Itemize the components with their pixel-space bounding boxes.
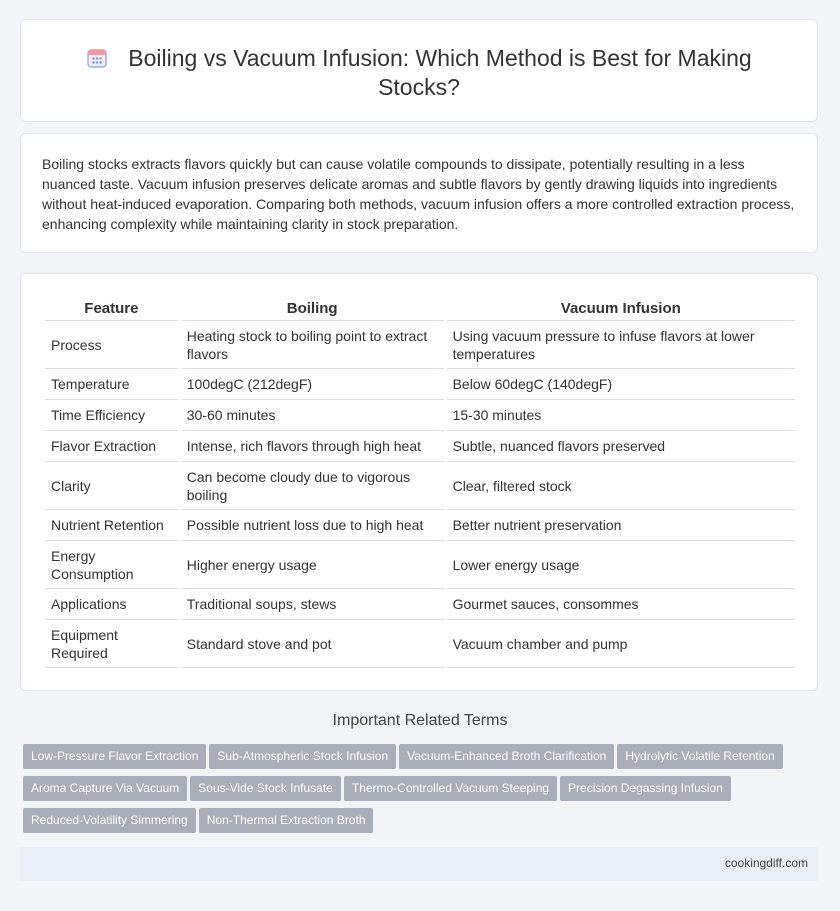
- page-title: Boiling vs Vacuum Infusion: Which Method is Best for Making Stocks?: [128, 45, 752, 100]
- related-term-tag[interactable]: Reduced-Volatility Simmering: [23, 808, 196, 833]
- feature-cell: Flavor Extraction: [45, 431, 178, 462]
- feature-cell: Applications: [45, 589, 178, 620]
- column-header-vacuum-infusion: Vacuum Infusion: [447, 296, 795, 321]
- boiling-cell: Higher energy usage: [181, 541, 444, 589]
- feature-cell: Time Efficiency: [45, 400, 178, 431]
- related-terms-list: [23, 744, 813, 840]
- boiling-cell: Possible nutrient loss due to high heat: [181, 510, 444, 541]
- feature-cell: Energy Consumption: [45, 541, 178, 589]
- boiling-cell: Can become cloudy due to vigorous boiling: [181, 462, 444, 510]
- related-terms-heading: Important Related Terms: [332, 712, 508, 729]
- table-row: [45, 589, 795, 620]
- related-term-tag[interactable]: Vacuum-Enhanced Broth Clarification: [399, 744, 614, 769]
- feature-cell: Temperature: [45, 369, 178, 400]
- footer-site-link[interactable]: cookingdiff.com: [724, 856, 808, 870]
- table-header-row: [45, 296, 795, 321]
- footer: [20, 847, 818, 881]
- page-title-wrap: [61, 44, 777, 102]
- related-term-tag[interactable]: Sub-Atmospheric Stock Infusion: [209, 744, 396, 769]
- column-header-boiling: Boiling: [181, 296, 444, 321]
- vacuum-cell: Using vacuum pressure to infuse flavors at lower temperatures: [447, 321, 795, 369]
- boiling-cell: Heating stock to boiling point to extract flavors: [181, 321, 444, 369]
- intro-paragraph: Boiling stocks extracts flavors quickly but can cause volatile compounds to dissipate, potentially resulting in a less nuanced taste. Vacuum infusion preserves delicate aromas and subtle flavors by gently drawing liquids into ingredients without heat-induced evaporation. Comparing both methods, vacuum infusion offers a more controlled extraction process, enhancing complexity while maintaining clarity in stock preparation.: [42, 156, 795, 232]
- feature-cell: Equipment Required: [45, 620, 178, 668]
- header-card: [20, 19, 818, 122]
- vacuum-cell: Subtle, nuanced flavors preserved: [447, 431, 795, 462]
- table-row: [45, 400, 795, 431]
- related-term-tag[interactable]: Thermo-Controlled Vacuum Steeping: [344, 776, 557, 801]
- table-row: [45, 431, 795, 462]
- table-row: [45, 541, 795, 589]
- vacuum-cell: Lower energy usage: [447, 541, 795, 589]
- vacuum-cell: Vacuum chamber and pump: [447, 620, 795, 668]
- table-row: [45, 462, 795, 510]
- calendar-icon: [86, 47, 108, 69]
- boiling-cell: Traditional soups, stews: [181, 589, 444, 620]
- related-term-tag[interactable]: Hydrolytic Volatile Retention: [617, 744, 782, 769]
- boiling-cell: Intense, rich flavors through high heat: [181, 431, 444, 462]
- feature-cell: Nutrient Retention: [45, 510, 178, 541]
- feature-cell: Clarity: [45, 462, 178, 510]
- comparison-table: [42, 296, 798, 668]
- table-row: [45, 510, 795, 541]
- related-term-tag[interactable]: Precision Degassing Infusion: [560, 776, 731, 801]
- related-term-tag[interactable]: Low-Pressure Flavor Extraction: [23, 744, 206, 769]
- vacuum-cell: 15-30 minutes: [447, 400, 795, 431]
- vacuum-cell: Better nutrient preservation: [447, 510, 795, 541]
- related-term-tag[interactable]: Aroma Capture Via Vacuum: [23, 776, 187, 801]
- vacuum-cell: Below 60degC (140degF): [447, 369, 795, 400]
- vacuum-cell: Gourmet sauces, consommes: [447, 589, 795, 620]
- comparison-table-card: [20, 273, 818, 691]
- table-row: [45, 321, 795, 369]
- table-row: [45, 369, 795, 400]
- boiling-cell: 100degC (212degF): [181, 369, 444, 400]
- boiling-cell: Standard stove and pot: [181, 620, 444, 668]
- intro-card: [20, 133, 818, 253]
- boiling-cell: 30-60 minutes: [181, 400, 444, 431]
- feature-cell: Process: [45, 321, 178, 369]
- column-header-feature: Feature: [45, 296, 178, 321]
- vacuum-cell: Clear, filtered stock: [447, 462, 795, 510]
- related-term-tag[interactable]: Sous-Vide Stock Infusate: [190, 776, 341, 801]
- table-row: [45, 620, 795, 668]
- related-term-tag[interactable]: Non-Thermal Extraction Broth: [199, 808, 374, 833]
